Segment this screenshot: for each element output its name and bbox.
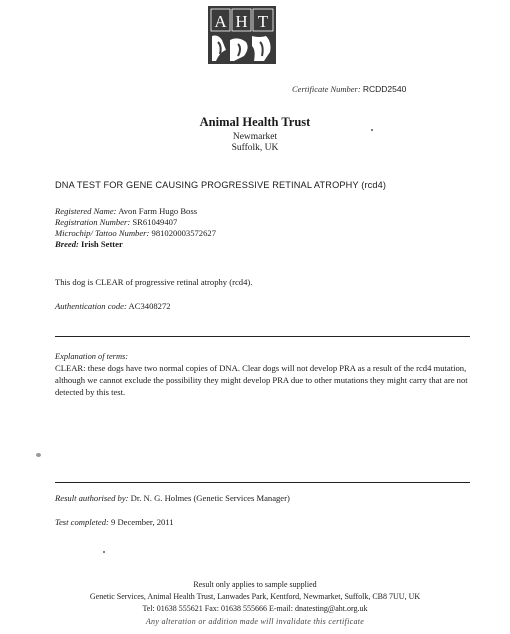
certificate-number-value: RCDD2540: [362, 84, 407, 94]
field-value: Irish Setter: [81, 239, 123, 249]
organisation-name: Animal Health Trust: [199, 115, 311, 129]
field-value: Avon Farm Hugo Boss: [118, 206, 198, 216]
authorised-value: Dr. N. G. Holmes (Genetic Services Manager): [130, 493, 290, 503]
field-label: Registered Name:: [55, 206, 117, 216]
field-value: SR61049407: [132, 217, 178, 227]
field-value: 981020003572627: [151, 228, 216, 238]
field-breed: [55, 239, 123, 249]
footer-address: Genetic Services, Animal Health Trust, Lanwades Park, Kentford, Newmarket, Suffolk, CB8 7UU, UK: [89, 592, 421, 601]
authentication-code: [55, 301, 171, 311]
divider-top: [55, 336, 470, 337]
completed-label: Test completed:: [55, 517, 109, 527]
authentication-label: Authentication code:: [55, 301, 127, 311]
field-registered-name: [55, 206, 197, 216]
scan-speck: [36, 453, 41, 457]
footer-note: Result only applies to sample supplied: [193, 580, 317, 589]
test-result: This dog is CLEAR of progressive retinal atrophy (rcd4).: [55, 277, 253, 287]
field-microchip-number: [55, 228, 216, 238]
field-registration-number: [55, 217, 177, 227]
aht-logo: [208, 6, 276, 64]
field-label: Registration Number:: [55, 217, 131, 227]
svg-text:T: T: [257, 12, 269, 31]
explanation-body: CLEAR: these dogs have two normal copies of DNA. Clear dogs will not develop PRA as a result of the rcd4 mutation, although we cannot exclude the possibility they might develop PRA due to other mutations they might carry that are not detected by this test.: [55, 363, 468, 397]
scan-speck: [103, 551, 105, 553]
organisation-region: Suffolk, UK: [231, 143, 279, 153]
footer-contact: Tel: 01638 555621 Fax: 01638 555666 E-mail: dnatesting@aht.org.uk: [142, 604, 368, 613]
authorised-label: Result authorised by:: [55, 493, 129, 503]
field-label: Microchip/ Tattoo Number:: [55, 228, 150, 238]
authorised-by: [55, 493, 290, 503]
certificate-number-label: Certificate Number:: [292, 84, 361, 94]
field-label: Breed:: [55, 239, 79, 249]
authentication-value: AC3408272: [128, 301, 171, 311]
explanation-heading: Explanation of terms:: [55, 352, 129, 361]
footer-warning: Any alteration or addition made will invalidate this certificate: [145, 617, 365, 626]
organisation-town: Newmarket: [232, 132, 278, 142]
svg-text:H: H: [235, 12, 248, 31]
completed-value: 9 December, 2011: [111, 517, 174, 527]
svg-text:A: A: [214, 12, 227, 31]
test-title: DNA TEST FOR GENE CAUSING PROGRESSIVE RETINAL ATROPHY (rcd4): [55, 180, 387, 190]
divider-bottom: [55, 482, 470, 483]
scan-speck: [371, 129, 373, 131]
certificate-number: [292, 84, 406, 94]
test-completed: [55, 517, 174, 527]
